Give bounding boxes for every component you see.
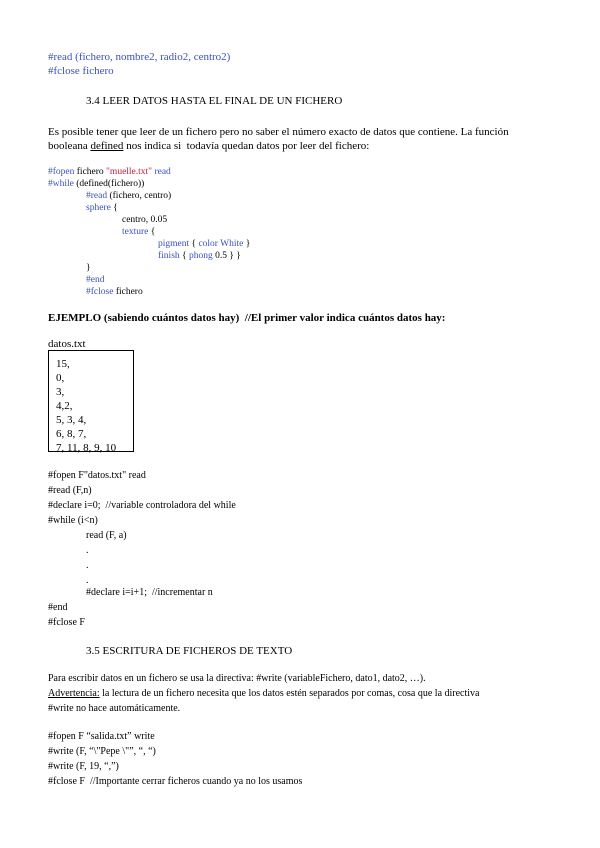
code-text: } (243, 239, 251, 249)
keyword: phong (188, 251, 213, 261)
code2-line-read-a: read (F, a) (86, 530, 127, 541)
code2-line-read: #read (F,n) (48, 485, 92, 496)
code2-dot: . (86, 545, 89, 556)
code3-line-write-pepe: #write (F, “\"Pepe \"”, “, “) (48, 746, 156, 757)
code1-finish-line (158, 252, 241, 262)
section-3-4-paragraph-line1: Es posible tener que leer de un fichero pero no saber el número exacto de datos que contiene. La función (48, 126, 509, 138)
code1-centro-line: centro, 0.05 (122, 215, 168, 225)
code2-line-fopen: #fopen F"datos.txt" read (48, 470, 146, 481)
code1-fopen-line (48, 168, 171, 178)
code2-dot: . (86, 575, 89, 586)
advertencia-label: Advertencia: (48, 688, 100, 699)
file-line: 6, 8, 7, (56, 428, 87, 440)
keyword: sphere (86, 203, 111, 213)
keyword: pigment (158, 239, 190, 249)
code-text: fichero (113, 287, 143, 297)
advertencia-line2: #write no hace automáticamente. (48, 703, 181, 714)
defined-keyword: defined (90, 140, 124, 152)
code2-line-end: #end (48, 602, 68, 613)
file-line: 15, (56, 358, 70, 370)
para-text: nos indica si todavía quedan datos por leer del fichero: (123, 140, 370, 152)
code-text: { (110, 203, 118, 213)
keyword: #fopen (48, 167, 75, 177)
code1-while-line (48, 180, 144, 190)
keyword: read (152, 167, 171, 177)
keyword: finish (158, 251, 180, 261)
code-text: (fichero, centro) (107, 191, 172, 201)
code1-texture-line (122, 228, 155, 238)
ejemplo-heading: EJEMPLO (sabiendo cuántos datos hay) //El primer valor indica cuántos datos hay: (48, 312, 446, 324)
code-text: (defined(fichero)) (73, 179, 145, 189)
advertencia-line1 (48, 689, 480, 699)
keyword: #while (48, 179, 74, 189)
para-text: booleana (48, 140, 91, 152)
keyword: color White (198, 239, 244, 249)
code3-line-fclose: #fclose F //Importante cerrar ficheros cuando ya no los usamos (48, 776, 303, 787)
keyword: #read (86, 191, 108, 201)
code1-close-brace: } (86, 263, 91, 273)
file-line: 7, 11, 8, 9, 10 (56, 442, 117, 454)
top-read-line: #read (fichero, nombre2, radio2, centro2) (48, 51, 231, 63)
file-line: 5, 3, 4, (56, 414, 87, 426)
code-text: { (148, 227, 156, 237)
code3-line-write-19: #write (F, 19, “,”) (48, 761, 119, 772)
code2-line-declare: #declare i=0; //variable controladora del while (48, 500, 236, 511)
code1-end-line: #end (86, 275, 105, 285)
code1-pigment-line (158, 240, 250, 250)
file-line: 0, (56, 372, 65, 384)
section-3-4-paragraph-line2 (48, 141, 369, 152)
section-3-4-heading: 3.4 LEER DATOS HASTA EL FINAL DE UN FICHERO (86, 95, 343, 107)
code-text: fichero (74, 167, 107, 177)
code-text: { (179, 251, 189, 261)
keyword: #fclose (86, 287, 114, 297)
code2-line-while: #while (i<n) (48, 515, 98, 526)
code3-line-fopen: #fopen F “salida.txt” write (48, 731, 155, 742)
code2-line-increment: #declare i=i+1; //incrementar n (86, 587, 213, 598)
code-text: 0.5 } } (212, 251, 241, 261)
keyword: texture (122, 227, 149, 237)
code2-line-fclose: #fclose F (48, 617, 85, 628)
file-line: 3, (56, 386, 65, 398)
string-literal: "muelle.txt" (106, 167, 153, 177)
code-text: { (189, 239, 199, 249)
section-3-5-heading: 3.5 ESCRITURA DE FICHEROS DE TEXTO (86, 645, 293, 657)
top-fclose-line: #fclose fichero (48, 65, 114, 77)
file-line: 4,2, (56, 400, 73, 412)
code2-dot: . (86, 560, 89, 571)
datos-file-label: datos.txt (48, 338, 86, 350)
section-3-5-paragraph: Para escribir datos en un fichero se usa la directiva: #write (variableFichero, dato1, dato2, …). (48, 673, 426, 684)
code1-fclose-line (86, 288, 143, 298)
code1-read-line (86, 192, 171, 202)
code1-sphere-line (86, 204, 118, 214)
advertencia-text: la lectura de un fichero necesita que los datos estén separados por comas, cosa que la directiva (99, 688, 480, 699)
